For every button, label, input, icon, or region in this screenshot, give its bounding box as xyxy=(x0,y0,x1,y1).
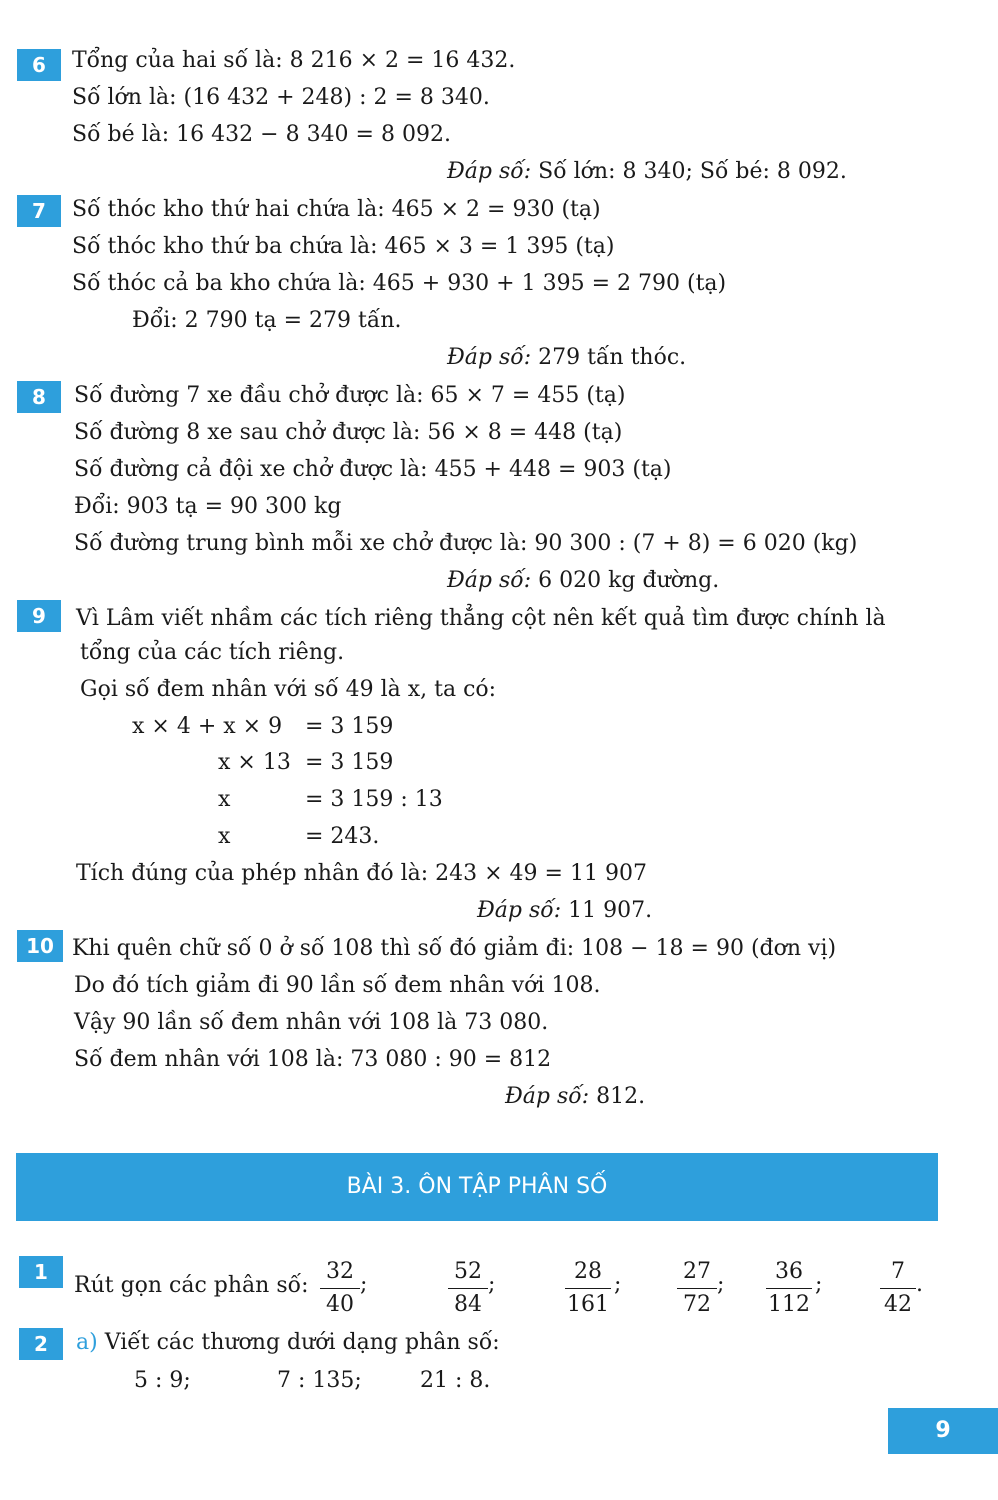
fraction-3 xyxy=(565,1258,611,1319)
p7-line-3: Số thóc cả ba kho chứa là: 465 + 930 + 1 395 = 2 790 (tạ) xyxy=(72,271,727,296)
fraction-1 xyxy=(320,1258,360,1319)
problem-6-number: 6 xyxy=(17,49,61,81)
p9-eq2-left: x × 13 xyxy=(218,750,291,775)
p9-line-3: Gọi số đem nhân với số 49 là x, ta có: xyxy=(80,677,497,702)
p6-line-2: Số lớn là: (16 432 + 248) : 2 = 8 340. xyxy=(72,85,490,110)
answer-label: Đáp số: xyxy=(505,1084,590,1109)
separator: ; xyxy=(815,1272,823,1297)
p9-eq4-left: x xyxy=(218,824,231,849)
problem-9-number: 9 xyxy=(17,600,61,632)
p9-eq4-right: = 243. xyxy=(305,824,380,849)
p8-line-1: Số đường 7 xe đầu chở được là: 65 × 7 = 455 (tạ) xyxy=(74,383,626,408)
fraction-numerator: 7 xyxy=(880,1258,916,1289)
p9-line-2: tổng của các tích riêng. xyxy=(80,640,345,665)
p6-answer xyxy=(447,158,847,186)
fraction-4 xyxy=(677,1258,717,1319)
p8-line-5: Số đường trung bình mỗi xe chở được là: 90 300 : (7 + 8) = 6 020 (kg) xyxy=(74,531,858,556)
p7-line-4: Đổi: 2 790 tạ = 279 tấn. xyxy=(132,308,402,333)
separator: ; xyxy=(614,1272,622,1297)
question-2-number: 2 xyxy=(19,1328,63,1360)
p8-answer xyxy=(447,567,719,595)
p9-eq1-left: x × 4 + x × 9 xyxy=(132,714,283,739)
problem-7-number: 7 xyxy=(17,195,61,227)
problem-10-number: 10 xyxy=(17,930,63,962)
fraction-denominator: 161 xyxy=(567,1292,609,1317)
fraction-denominator: 40 xyxy=(326,1292,354,1317)
answer-label: Đáp số: xyxy=(447,159,532,184)
page-number: 9 xyxy=(888,1408,998,1454)
p7-answer xyxy=(447,344,686,372)
p9-line-4: Tích đúng của phép nhân đó là: 243 × 49 = 11 907 xyxy=(76,861,647,886)
answer-label: Đáp số: xyxy=(447,568,532,593)
p9-eq3-right: = 3 159 : 13 xyxy=(305,787,443,812)
q2-item-3: 21 : 8. xyxy=(420,1368,491,1393)
p9-eq2-right: = 3 159 xyxy=(305,750,394,775)
p8-line-4: Đổi: 903 tạ = 90 300 kg xyxy=(74,494,342,519)
fraction-2 xyxy=(448,1258,488,1319)
p10-line-2: Do đó tích giảm đi 90 lần số đem nhân với 108. xyxy=(74,973,601,998)
fraction-5 xyxy=(766,1258,812,1319)
p9-line-1: Vì Lâm viết nhầm các tích riêng thẳng cột nên kết quả tìm được chính là xyxy=(76,606,886,631)
answer-label: Đáp số: xyxy=(447,345,532,370)
fraction-denominator: 84 xyxy=(454,1292,482,1317)
separator: ; xyxy=(360,1272,368,1297)
q2-text xyxy=(76,1329,500,1357)
separator: ; xyxy=(488,1272,496,1297)
p10-line-3: Vậy 90 lần số đem nhân với 108 là 73 080. xyxy=(74,1010,549,1035)
p8-line-2: Số đường 8 xe sau chở được là: 56 × 8 = 448 (tạ) xyxy=(74,420,623,445)
fraction-numerator: 27 xyxy=(677,1258,717,1289)
p10-answer xyxy=(505,1083,645,1111)
fraction-numerator: 52 xyxy=(448,1258,488,1289)
separator: ; xyxy=(717,1272,725,1297)
p7-line-2: Số thóc kho thứ ba chứa là: 465 × 3 = 1 395 (tạ) xyxy=(72,234,615,259)
p9-eq3-left: x xyxy=(218,787,231,812)
fraction-6 xyxy=(880,1258,916,1319)
fraction-numerator: 36 xyxy=(766,1258,812,1289)
answer-value: 279 tấn thóc. xyxy=(531,345,687,370)
answer-value: 812. xyxy=(589,1084,646,1109)
answer-label: Đáp số: xyxy=(477,898,562,923)
fraction-denominator: 42 xyxy=(884,1292,912,1317)
q1-text: Rút gọn các phân số: xyxy=(74,1273,309,1298)
section-banner xyxy=(16,1153,938,1221)
q2-item-1: 5 : 9; xyxy=(134,1368,191,1393)
p9-answer xyxy=(477,897,652,925)
fraction-denominator: 112 xyxy=(768,1292,810,1317)
fraction-numerator: 28 xyxy=(565,1258,611,1289)
q2-item-2: 7 : 135; xyxy=(277,1368,362,1393)
q2-instruction: Viết các thương dưới dạng phân số: xyxy=(97,1330,500,1355)
question-1-number: 1 xyxy=(19,1256,63,1288)
section-title: BÀI 3. ÔN TẬP PHÂN SỐ xyxy=(346,1174,608,1199)
fraction-denominator: 72 xyxy=(683,1292,711,1317)
p10-line-1: Khi quên chữ số 0 ở số 108 thì số đó giảm đi: 108 − 18 = 90 (đơn vị) xyxy=(72,936,837,961)
p8-line-3: Số đường cả đội xe chở được là: 455 + 448 = 903 (tạ) xyxy=(74,457,672,482)
fraction-numerator: 32 xyxy=(320,1258,360,1289)
p6-line-3: Số bé là: 16 432 − 8 340 = 8 092. xyxy=(72,122,451,147)
end-period: . xyxy=(916,1272,923,1297)
answer-value: Số lớn: 8 340; Số bé: 8 092. xyxy=(531,159,847,184)
p10-line-4: Số đem nhân với 108 là: 73 080 : 90 = 812 xyxy=(74,1047,552,1072)
p9-eq1-right: = 3 159 xyxy=(305,714,394,739)
answer-value: 11 907. xyxy=(561,898,653,923)
q2-part-label: a) xyxy=(76,1330,98,1355)
p7-line-1: Số thóc kho thứ hai chứa là: 465 × 2 = 930 (tạ) xyxy=(72,197,601,222)
answer-value: 6 020 kg đường. xyxy=(531,568,720,593)
problem-8-number: 8 xyxy=(17,381,61,413)
p6-line-1: Tổng của hai số là: 8 216 × 2 = 16 432. xyxy=(72,48,516,73)
